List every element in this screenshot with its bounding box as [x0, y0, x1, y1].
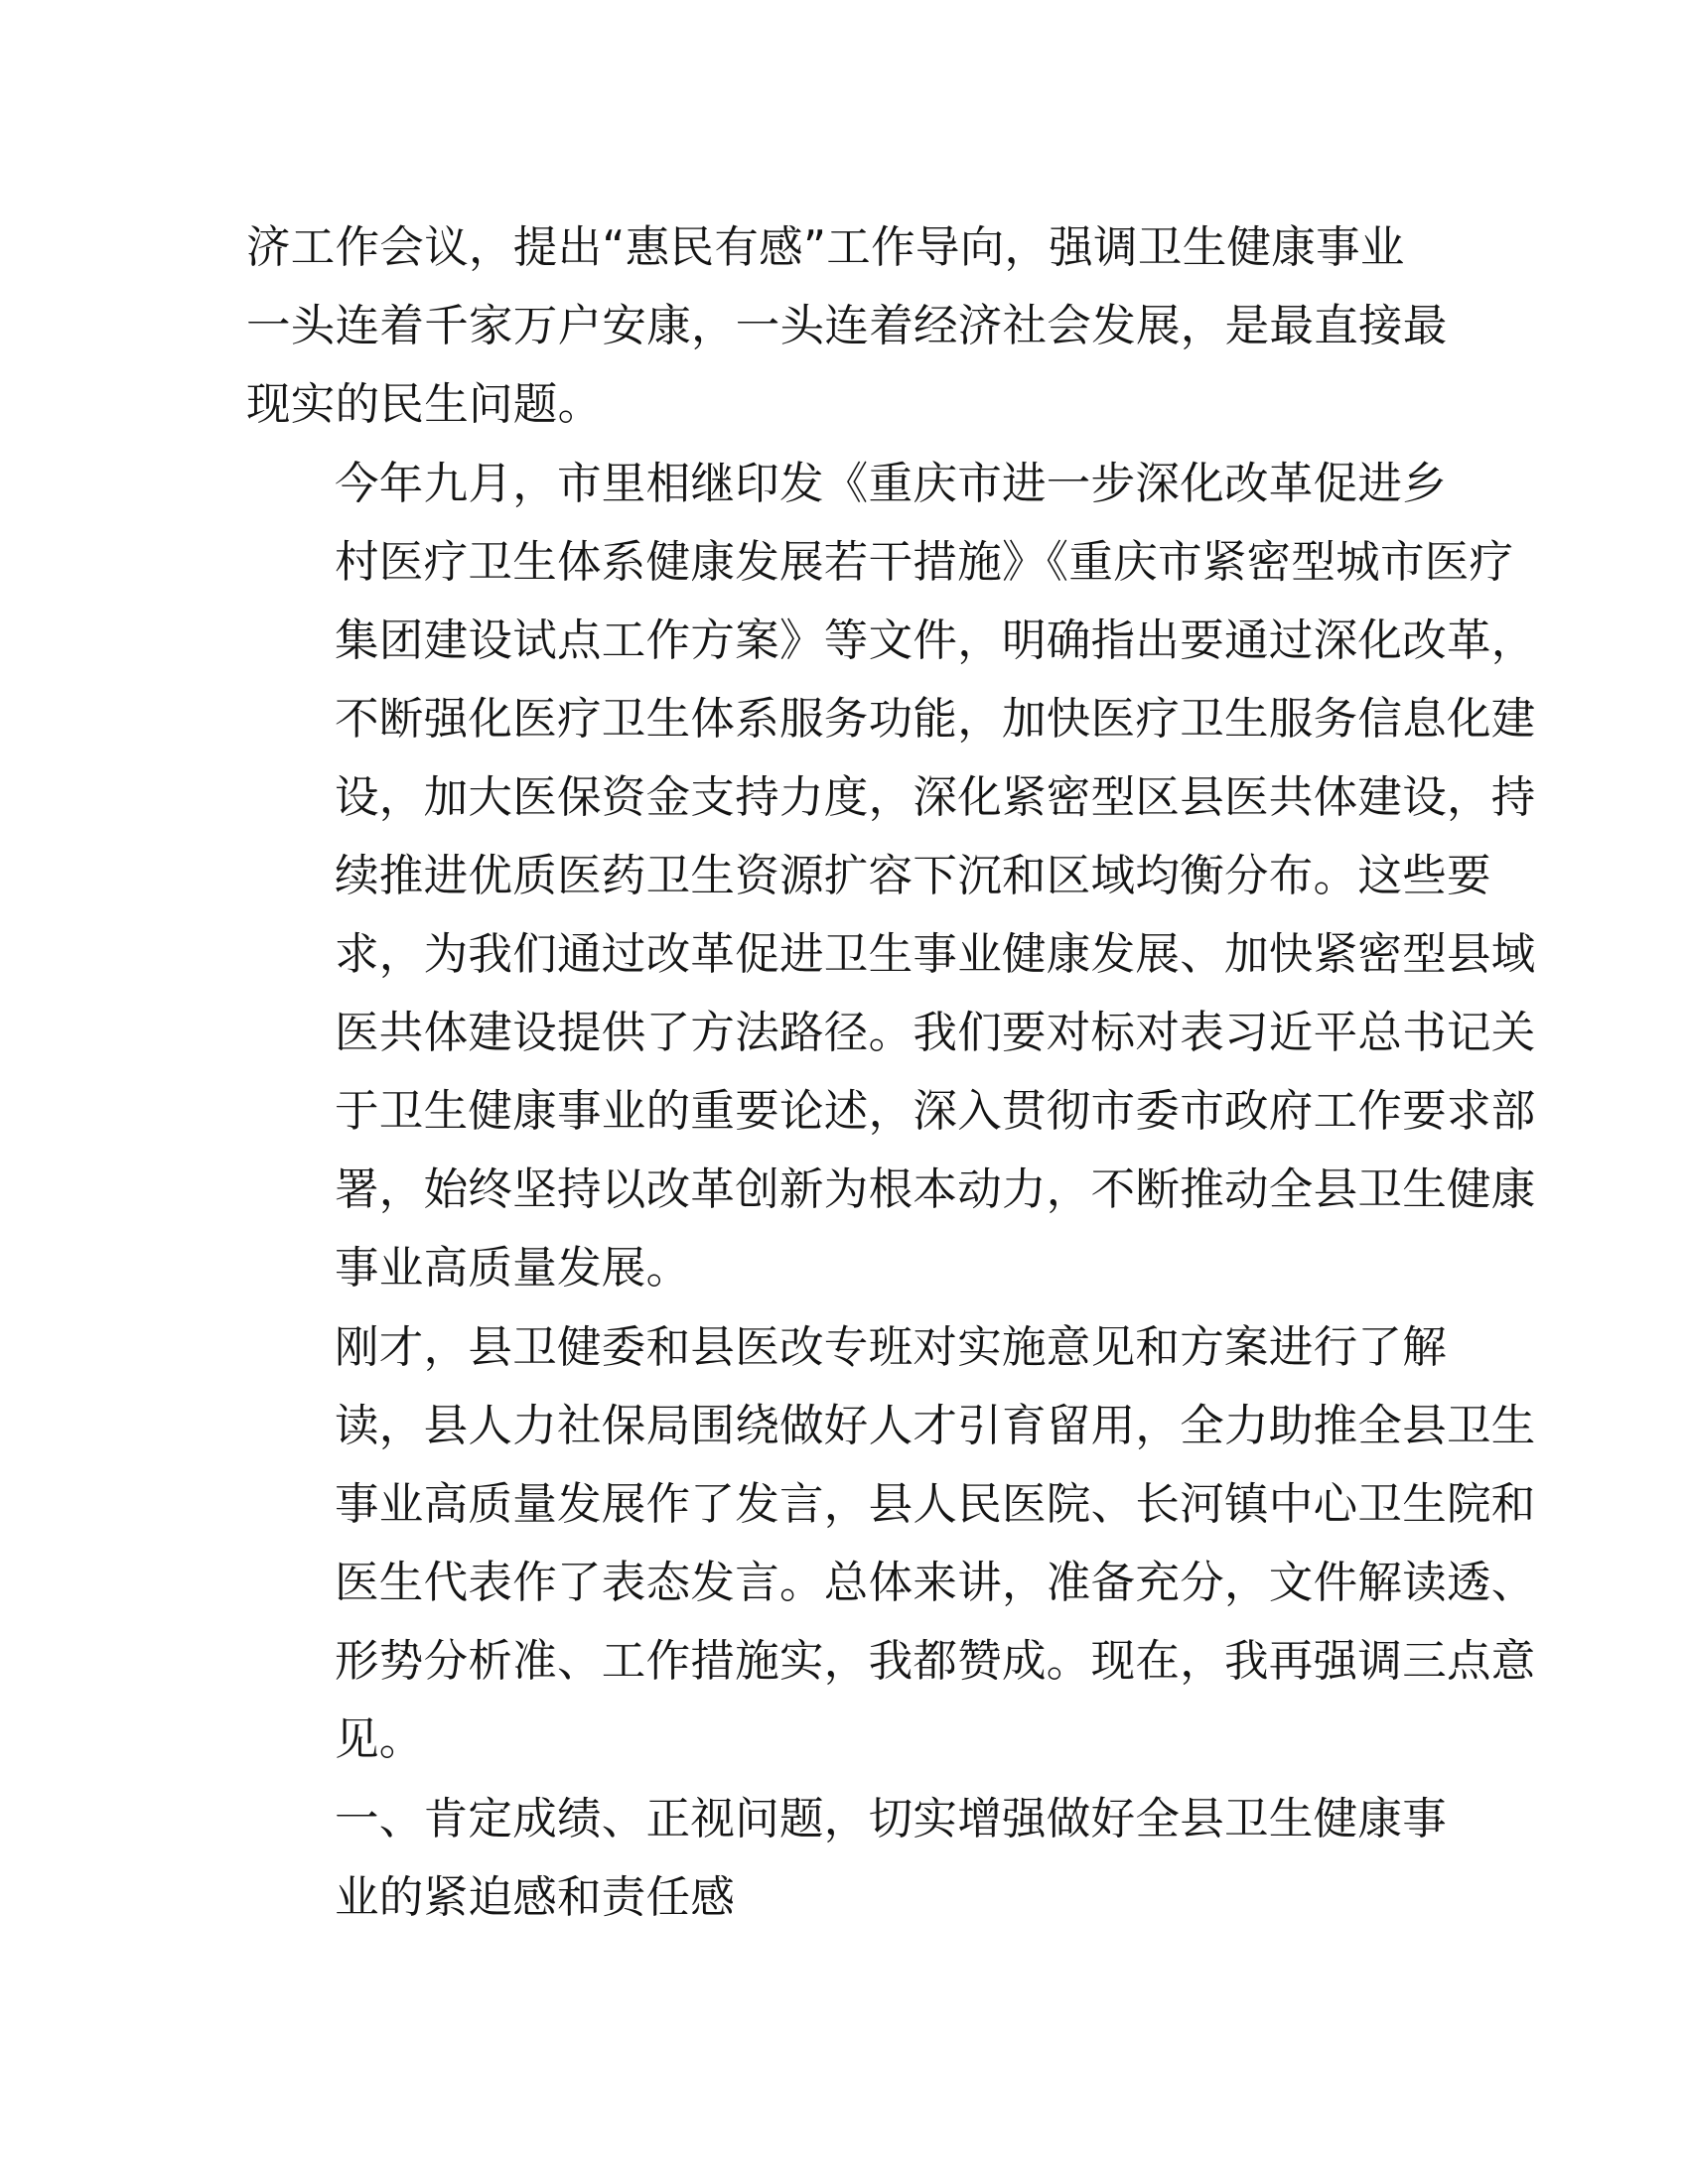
paragraph-3: [246, 1308, 1536, 1779]
text-line: 一头连着千家万户安康，一头连着经济社会发展，是最直接最: [246, 301, 1448, 351]
text-line: 署，始终坚持以改革创新为根本动力，不断推动全县卫生健康: [335, 1164, 1536, 1215]
paragraph-1: [246, 208, 1448, 444]
text-line: 求，为我们通过改革促进卫生事业健康发展、加快紧密型县域: [335, 929, 1536, 980]
text-line: 事业高质量发展。: [335, 1243, 691, 1294]
text-line: 设，加大医保资金支持力度，深化紧密型区县医共体建设，持: [335, 772, 1536, 823]
text-line: 医共体建设提供了方法路径。我们要对标对表习近平总书记关: [335, 1008, 1536, 1058]
text-line: 于卫生健康事业的重要论述，深入贯彻市委市政府工作要求部: [335, 1086, 1536, 1137]
document-body: [246, 208, 1536, 1938]
text-line: 见。: [335, 1714, 424, 1765]
text-line: 济工作会议，提出“惠民有感”工作导向，强调卫生健康事业: [246, 222, 1405, 273]
section-heading-1: [246, 1780, 1448, 1937]
text-line: 不断强化医疗卫生体系服务功能，加快医疗卫生服务信息化建: [335, 694, 1536, 745]
text-line: 事业高质量发展作了发言，县人民医院、长河镇中心卫生院和: [335, 1479, 1536, 1530]
text-line: 续推进优质医药卫生资源扩容下沉和区域均衡分布。这些要: [335, 851, 1491, 901]
paragraph-2: [246, 445, 1536, 1307]
text-line: 今年九月，市里相继印发《重庆市进一步深化改革促进乡: [335, 459, 1448, 509]
text-line: 形势分析准、工作措施实，我都赞成。现在，我再强调三点意: [335, 1636, 1536, 1687]
text-line: 一、肯定成绩、正视问题，切实增强做好全县卫生健康事: [335, 1794, 1448, 1844]
text-line: 集团建设试点工作方案》等文件，明确指出要通过深化改革，: [335, 615, 1536, 666]
text-line: 读，县人力社保局围绕做好人才引育留用，全力助推全县卫生: [335, 1401, 1536, 1451]
text-line: 刚才，县卫健委和县医改专班对实施意见和方案进行了解: [335, 1322, 1448, 1373]
text-line: 现实的民生问题。: [246, 379, 603, 430]
text-line: 村医疗卫生体系健康发展若干措施》《重庆市紧密型城市医疗: [335, 537, 1514, 588]
text-line: 医生代表作了表态发言。总体来讲，准备充分，文件解读透、: [335, 1558, 1536, 1608]
text-line: 业的紧迫感和责任感: [335, 1872, 736, 1923]
